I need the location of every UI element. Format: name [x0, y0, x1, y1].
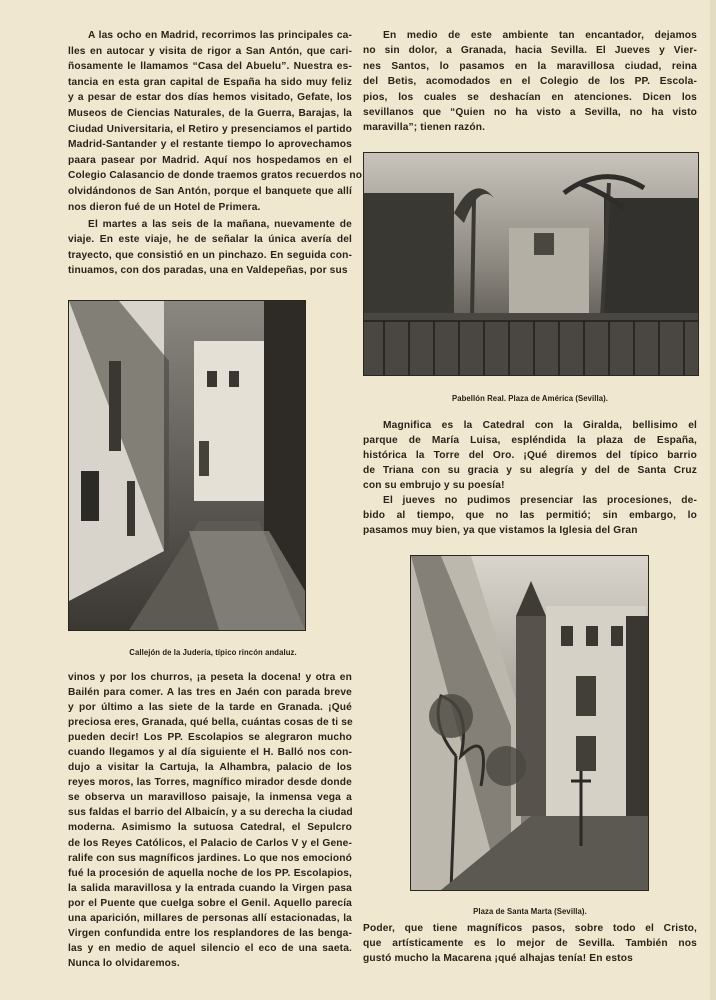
text-line: las y en medio de aquel silencio el eco de una saeta.	[68, 942, 352, 954]
text-line: que artísticamente es lo mejor de Sevilla. También nos	[363, 938, 697, 949]
photo-caption-callejon: Callejón de la Judería, típico rincón andaluz.	[129, 647, 297, 657]
text-line: trayecto, que consistió en un pinchazo. En seguida con-	[68, 249, 352, 261]
text-line: ralife con sus magníficos jardines. Lo que nos emocionó	[68, 852, 352, 864]
text-line: Ciudad Universitaria, el Retiro y presenciamos el partido	[68, 123, 352, 135]
text-line: gustó mucho la Macarena ¡qué alhajas tenía! En estos	[363, 953, 633, 964]
text-line: Madrid-Santander y el restante tiempo lo aprovechamos	[68, 139, 352, 151]
text-line: por el Puente que cuelga sobre el Genil. Aquello parecía	[68, 897, 352, 909]
text-line: ñosamente le llamamos “Casa del Abuelu”. Nuestra es-	[68, 61, 352, 73]
text-line: del Betis, acomodados en el Colegio de los PP. Escola-	[363, 76, 697, 88]
text-line: pasamos muy bien, ya que vistamos la Iglesia del Gran	[363, 525, 638, 536]
text-line: sevillanos que “Quien no ha visto a Sevilla, no ha visto	[363, 106, 697, 118]
text-line: Nunca lo olvidaremos.	[68, 957, 180, 969]
text-line: parque de María Luisa, espléndida la plaza de España,	[363, 435, 697, 446]
text-line: tancia en esta gran capital de España ha sido muy feliz	[68, 76, 352, 88]
right-paragraph-4	[363, 921, 697, 966]
text-line: reyes moros, las Torres, magnífico mirador desde donde	[68, 777, 352, 789]
text-line: una aparición, millares de personas allí estacionadas, la	[68, 912, 352, 924]
text-line: tinuamos, con dos paradas, una en Valdepeñas, por sus	[68, 265, 348, 277]
text-line: se observa un maravilloso paisaje, la inmensa vega a	[68, 792, 352, 804]
right-paragraph-1	[363, 28, 697, 136]
text-line: con su embrujo y su poesía!	[363, 480, 505, 491]
photo-pabellon-real	[363, 152, 699, 376]
text-line: histórica la Torre del Oro. ¡Qué diremos del típico barrio	[363, 450, 697, 461]
text-line: nes Santos, lo pasamos en la maravillosa ciudad, reina	[363, 60, 697, 72]
text-line: El martes a las seis de la mañana, nuevamente de	[88, 219, 352, 230]
text-line: sus faldas el barrio del Albaicín, y a su derecha la ciudad	[68, 807, 353, 819]
text-line: moderna. Asimismo la sutuosa Catedral, el Sepulcro	[68, 822, 352, 834]
text-line: Museos de Ciencias Naturales, de la Guerra, Barajas, la	[68, 107, 352, 119]
left-paragraph-1	[68, 28, 363, 215]
text-line: no sin dolor, a Granada, hacia Sevilla. El Jueves y Vier-	[363, 45, 697, 57]
text-line: paara pasear por Madrid. Aquí nos hospedamos en el	[68, 154, 352, 166]
text-line: En medio de este ambiente tan encantador, dejamos	[383, 30, 697, 41]
text-line: la salida maravillosa y la entrada cuando la Virgen pasa	[68, 882, 352, 894]
text-line: Bailén para comer. A las tres en Jaén con parada breve	[68, 687, 352, 699]
text-line: pios, los cuales se deshacían en atenciones. Dicen los	[363, 91, 697, 103]
text-line: vinos y por los churros, ¡a peseta la docena! y otra en	[68, 672, 352, 683]
photo-callejon-juderia	[68, 300, 306, 631]
text-line: Poder, que tiene magníficos pasos, sobre todo el Cristo,	[363, 923, 697, 934]
photo-plaza-santa-marta	[410, 555, 649, 891]
text-line: pueden decir! Los PP. Escolapios se alegraron mucho	[68, 732, 352, 744]
text-line: bido al tiempo, que no las permitió; sin embargo, lo	[363, 510, 697, 521]
text-line: Magnifica es la Catedral con la Giralda, bellisimo el	[383, 420, 697, 431]
right-paragraph-3	[363, 493, 697, 538]
left-paragraph-2	[68, 217, 352, 279]
text-line: dujo a visitar la Cartuja, la Alhambra, palacio de los	[68, 762, 352, 774]
text-line: viaje. En este viaje, he de señalar la única avería del	[68, 234, 352, 246]
text-line: A las ocho en Madrid, recorrimos las principales ca-	[88, 30, 352, 41]
text-line: Colegio Calasancio de donde traemos gratos recuerdos no	[68, 170, 363, 182]
text-line: nos dieron fué de un Hotel de Primera.	[68, 201, 261, 213]
photo-caption-santa-marta: Plaza de Santa Marta (Sevilla).	[473, 906, 587, 916]
text-line: fué la procesión de aquella noche de los PP. Escolapios,	[68, 867, 352, 879]
left-paragraph-3	[68, 670, 352, 971]
text-line: olvidándonos de San Antón, porque el banquete que allí	[68, 185, 352, 197]
text-line: y a pesar de estar dos días hemos visitado, Gefate, los	[68, 92, 352, 104]
text-line: Virgen confundida entre los resplandores de las benga-	[68, 927, 352, 939]
text-line: cuando llegamos y al día siguiente el H. Balló nos con-	[68, 747, 352, 759]
page-edge	[710, 0, 716, 1000]
text-line: lles en autocar y visita de rigor a San Antón, que cari-	[68, 45, 352, 57]
photo-caption-pabellon: Pabellón Real. Plaza de América (Sevilla).	[451, 393, 609, 403]
text-line: de los Reyes Católicos, el Palacio de Carlos V y el Gene-	[68, 837, 352, 849]
text-line: y por último a las siete de la tarde en Granada. ¡Qué	[68, 702, 352, 714]
text-line: de Triana con su gracia y su alegría y del de Santa Cruz	[363, 465, 697, 476]
right-paragraph-2	[363, 418, 697, 493]
text-line: preciosa eres, Granada, qué bella, cuántas cosas de ti se	[68, 717, 353, 729]
text-line: maravilla”; tienen razón.	[363, 122, 486, 134]
text-line: El jueves no pudimos presenciar las procesiones, de-	[383, 495, 697, 506]
